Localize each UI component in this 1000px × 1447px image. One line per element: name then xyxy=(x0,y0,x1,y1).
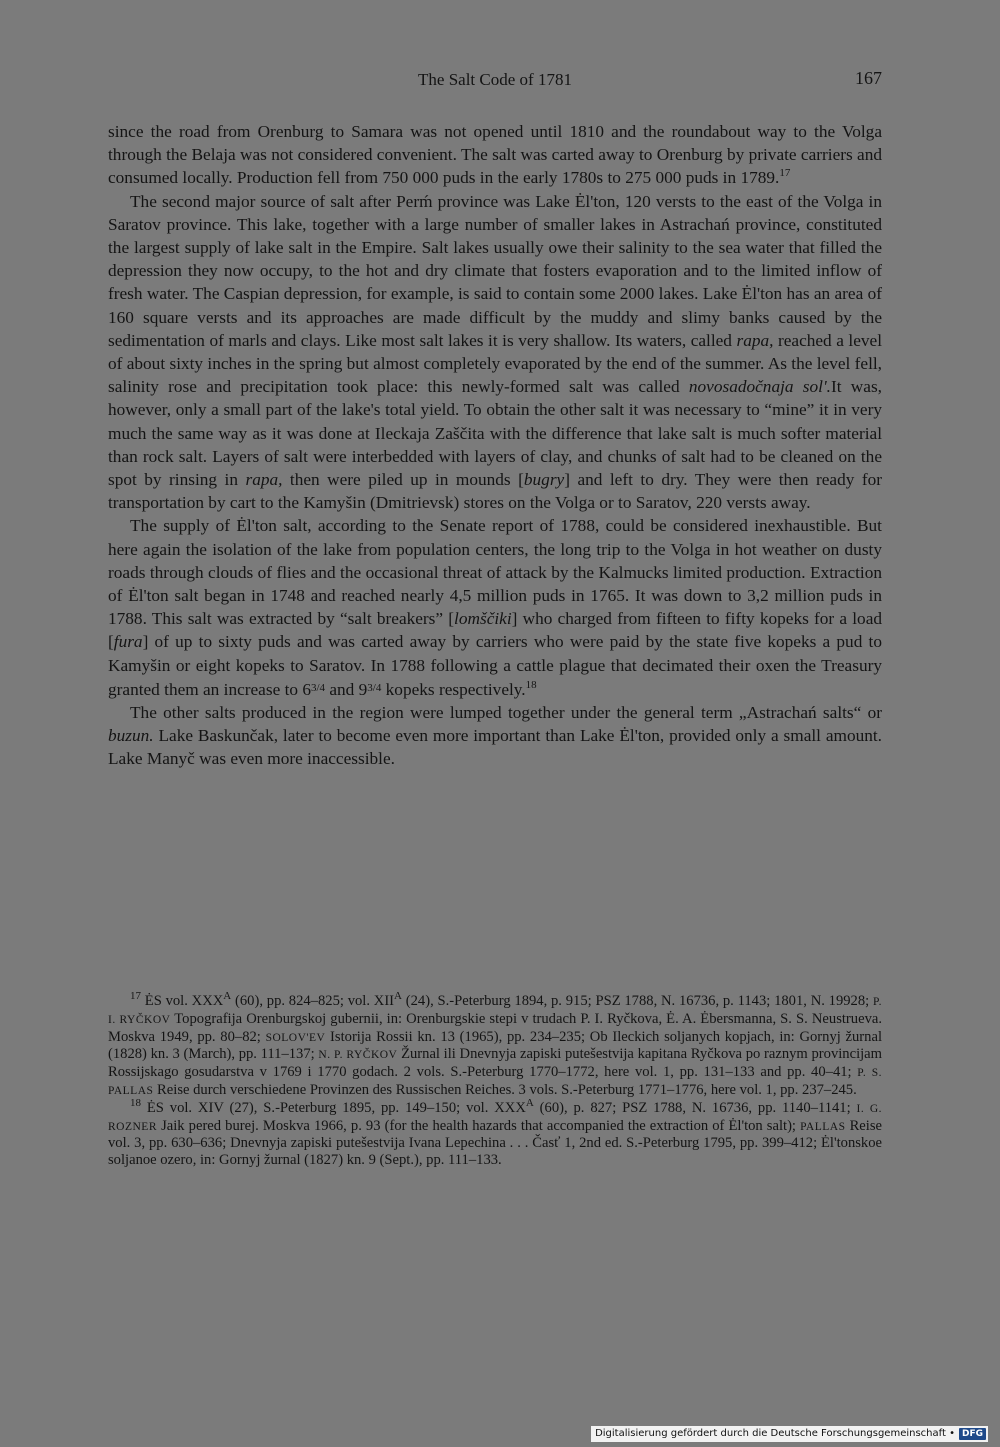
paragraph-3 xyxy=(108,514,882,701)
fraction: 3/4 xyxy=(310,681,326,694)
page-number: 167 xyxy=(855,68,882,88)
running-title: The Salt Code of 1781 xyxy=(418,70,572,89)
footnote-text: Reise vol. 3, pp. 630–636; Dnevnyja zapiski putešestvija Ivana Lepechina . . . Časť 1, 2nd ed. S.-Peterburg 1795, pp. 399–412; Ėl'tonskoe soljanoe ozero, in: Gornyj žurnal (1827) kn. 9 (Sept.), pp. 111–133. xyxy=(108,1117,882,1169)
credit-text: Digitalisierung gefördert durch die Deutsche Forschungsgemeinschaft • xyxy=(595,1428,955,1439)
italic-term: rapa, xyxy=(736,330,774,350)
footnote-text: (24), S.-Peterburg 1894, p. 915; PSZ 1788, N. 16736, p. 1143; 1801, N. 19928; xyxy=(402,993,873,1009)
paragraph-text: since the road from Orenburg to Samara was not opened until 1810 and the roundabout way to the Volga through the Belaja was not considered convenient. The salt was carted away to Orenburg by private carriers and consumed locally. Production fell from 750 000 puds in the early 1780s to 275 000 puds in 1789. xyxy=(108,122,882,188)
paragraph-text: and 9 xyxy=(325,679,368,699)
paragraph-text: The second major source of salt after Perḿ province was Lake Ėl'ton, 120 versts to the east of the Volga in Saratov province. This lake, together with a large number of smaller lakes in Astrachań province, constituted the largest supply of lake salt in the Empire. Salt lakes usually owe their salinity to the sea water that filled the depression they now occupy, to the hot and dry climate that fosters evaporation and to the limited inflow of fresh water. The Caspian depression, for example, is said to contain some 2000 lakes. Lake Ėl'ton has an area of 160 square versts and its approaches are made difficult by the muddy and slimy banks caused by the sedimentation of marls and clays. Like most salt lakes it is very shallow. Its waters, called xyxy=(108,191,882,350)
author-name: P. I. RYČKOV xyxy=(108,996,882,1026)
paragraph-text: ] who charged from fifteen to fifty kopeks for a load [ xyxy=(108,609,883,652)
footnote-text: Žurnal ili Dnevnyja zapiski putešestvija kapitana Ryčkova po raznym provincijam Rossijskago gosudarstva v 1769 i 1770 godach. 2 vols. S.-Peterburg 1770–1772, here vol. 1, pp. 131–133 and pp. 40–41; xyxy=(108,1046,883,1081)
footnote-ref-18[interactable]: 18 xyxy=(525,679,537,692)
digitization-credit xyxy=(591,1426,988,1442)
running-head xyxy=(108,70,882,96)
paragraph-text: kopeks respectively. xyxy=(381,679,526,699)
footnote-18 xyxy=(108,1096,882,1169)
paragraph-text: The supply of Ėl'ton salt, according to the Senate report of 1788, could be considered inexhaustible. But here again the isolation of the lake from population centers, the long trip to the Volga in hot weather on dusty roads through clouds of flies and the occasional threat of attack by the Kalmucks limited production. Extraction of Ėl'ton salt began in 1748 and reached nearly 4,5 million puds in 1765. It was down to 3,2 million puds in 1788. This salt was extracted by “salt breakers” [ xyxy=(108,516,882,629)
paragraph-text: Lake Baskunčak, later to become even more important than Lake Ėl'ton, provided only a small amount. Lake Manyč was even more inaccessible. xyxy=(108,726,882,769)
footnote-text: (60), pp. 824–825; vol. XII xyxy=(231,993,395,1009)
footnote-number: 17 xyxy=(130,990,141,1003)
footnote-text: Jaik pered burej. Moskva 1966, p. 93 (for the health hazards that accompanied the extraction of Ėl'ton salt); xyxy=(157,1117,801,1134)
fraction: 3/4 xyxy=(367,681,382,694)
footnotes xyxy=(108,990,883,1169)
author-name: SOLOV'EV xyxy=(265,1031,326,1044)
italic-term: buzun. xyxy=(108,726,154,746)
footnote-text: Topografija Orenburgskoj gubernii, in: Orenburgskie stepi v trudach P. I. Ryčkova, Ė. A. Ėbersmanna, S. S. Neustrueva. Moskva 1949, pp. 80–82; xyxy=(108,1010,882,1045)
paragraph-text: ] of up to sixty puds and was carted away by carriers who were paid by the state five kopeks a pud to Kamyšin or eight kopeks to Saratov. In 1788 following a cattle plague that decimated their oxen the Treasury granted them an increase to 6 xyxy=(108,632,882,699)
italic-term: fura xyxy=(113,632,143,652)
footnote-number: 18 xyxy=(130,1096,141,1109)
footnote-text: Istorija Rossii kn. 13 (1965), pp. 234–235; Ob Ileckich soljanych kopjach, in: Gornyj žurnal (1828) kn. 3 (March), pp. 111–137; xyxy=(108,1028,882,1063)
paragraph-text: then were piled up in mounds [ xyxy=(282,470,524,490)
author-name: P. S. PALLAS xyxy=(108,1067,882,1097)
superscript: A xyxy=(394,990,402,1003)
superscript: A xyxy=(525,1096,534,1109)
superscript: A xyxy=(223,990,232,1003)
body-text xyxy=(108,120,882,771)
footnote-text: ĖS vol. XIV (27), S.-Peterburg 1895, pp. 149–150; vol. XXX xyxy=(146,1099,526,1116)
paragraph-text: ] and left to dry. They were then ready for transportation by cart to the Kamyšin (Dmitrievsk) stores on the Volga or to Saratov, 220 versts away. xyxy=(108,470,882,513)
author-name: I. G. ROZNER xyxy=(108,1102,882,1133)
footnote-ref-17[interactable]: 17 xyxy=(779,167,791,180)
author-name: N. P. RYČKOV xyxy=(318,1049,398,1062)
footnote-text: Reise durch verschiedene Provinzen des Russischen Reiches. 3 vols. S.-Peterburg 1771–1776, here vol. 1, pp. 237–245. xyxy=(153,1081,857,1098)
paragraph-1 xyxy=(108,120,882,190)
footnote-17 xyxy=(108,990,883,1100)
author-name: PALLAS xyxy=(800,1120,846,1133)
italic-term: bugry xyxy=(523,470,565,490)
italic-term: novosadočnaja sol'. xyxy=(688,377,831,397)
dfg-logo: DFG xyxy=(959,1428,986,1440)
paragraph-text: reached a level of about sixty inches in the spring but almost completely evaporated by the end of the summer. As the level fell, salinity rose and precipitation took place: this newly-formed salt was called xyxy=(108,330,883,397)
paragraph-text: It was, however, only a small part of the lake's total yield. To obtain the other salt it was necessary to “mine” it in very much the same way as it was done at Ileckaja Zaščita with the difference that lake salt is much softer material than rock salt. Layers of salt were interbedded with layers of clay, and chunks of salt had to be cleaned on the spot by rinsing in xyxy=(108,377,883,490)
italic-term: lomščiki xyxy=(454,609,512,629)
footnote-text: (60), p. 827; PSZ 1788, N. 16736, pp. 1140–1141; xyxy=(533,1099,857,1116)
paragraph-text: The other salts produced in the region were lumped together under the general term „Astrachań salts“ or xyxy=(130,703,882,723)
paragraph-2 xyxy=(108,190,882,515)
italic-term: rapa, xyxy=(245,470,283,490)
paragraph-4 xyxy=(108,701,882,771)
footnote-text: ĖS vol. XXX xyxy=(144,993,224,1009)
